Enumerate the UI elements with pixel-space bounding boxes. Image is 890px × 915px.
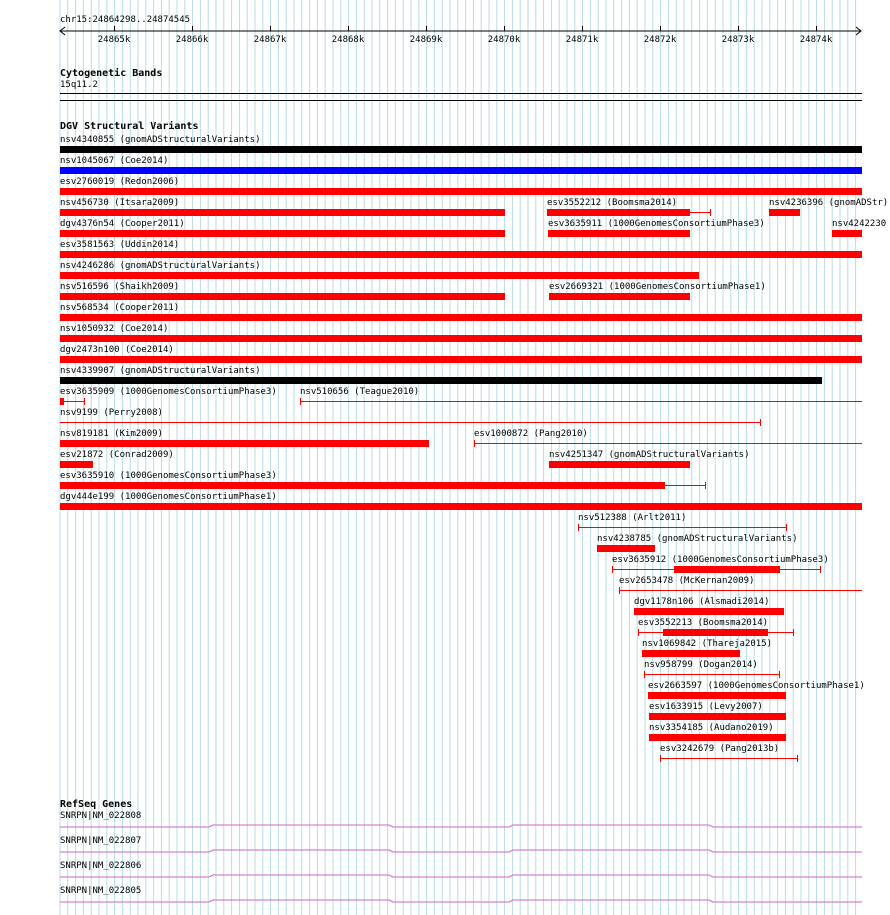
variant-label[interactable]: esv3581563 (Uddin2014) xyxy=(60,240,180,250)
variant-endcap xyxy=(300,398,301,405)
variant-bar[interactable] xyxy=(649,713,786,720)
variant-line[interactable] xyxy=(644,674,779,675)
variant-bar[interactable] xyxy=(60,503,862,510)
ruler-tick xyxy=(816,26,817,31)
variant-bar[interactable] xyxy=(547,209,690,216)
variant-endcap xyxy=(705,482,706,489)
variant-line[interactable] xyxy=(474,443,862,444)
variant-bar[interactable] xyxy=(60,230,505,237)
variant-line[interactable] xyxy=(64,401,84,402)
variant-label[interactable]: dgv1178n106 (Alsmadi2014) xyxy=(634,597,770,607)
refseq-track-title: RefSeq Genes xyxy=(60,799,133,810)
variant-label[interactable]: esv3552213 (Boomsma2014) xyxy=(638,618,769,628)
variant-endcap xyxy=(797,755,798,762)
variant-endcap xyxy=(638,629,639,636)
variant-bar[interactable] xyxy=(649,734,786,741)
variant-label[interactable]: nsv568534 (Cooper2011) xyxy=(60,303,180,313)
variant-label[interactable]: nsv958799 (Dogan2014) xyxy=(644,660,758,670)
variant-bar[interactable] xyxy=(663,629,768,636)
variant-label[interactable]: esv3635911 (1000GenomesConsortiumPhase3) xyxy=(548,219,765,229)
variant-label[interactable]: dgv2473n100 (Coe2014) xyxy=(60,345,174,355)
variant-label[interactable]: esv3552212 (Boomsma2014) xyxy=(547,198,678,208)
ruler-tick xyxy=(192,26,193,31)
variant-label[interactable]: nsv516596 (Shaikh2009) xyxy=(60,282,180,292)
variant-label[interactable]: nsv510656 (Teague2010) xyxy=(300,387,420,397)
coordinate-range: chr15:24864298..24874545 xyxy=(60,15,191,25)
variant-bar[interactable] xyxy=(60,314,862,321)
variant-label[interactable]: nsv1069842 (Thareja2015) xyxy=(642,639,773,649)
variant-bar[interactable] xyxy=(769,209,800,216)
variant-label[interactable]: esv2760019 (Redon2006) xyxy=(60,177,180,187)
variant-line[interactable] xyxy=(578,527,786,528)
variant-label[interactable]: esv1000872 (Pang2010) xyxy=(474,429,588,439)
ruler-tick xyxy=(582,26,583,31)
variant-bar[interactable] xyxy=(642,650,740,657)
ruler-tick xyxy=(738,26,739,31)
gene-model[interactable] xyxy=(59,873,863,879)
variant-label[interactable]: esv3635909 (1000GenomesConsortiumPhase3) xyxy=(60,387,277,397)
ruler-tick xyxy=(426,26,427,31)
variant-label[interactable]: esv3242679 (Pang2013b) xyxy=(660,744,780,754)
variant-bar[interactable] xyxy=(648,692,786,699)
variant-bar[interactable] xyxy=(549,461,690,468)
variant-bar[interactable] xyxy=(832,230,862,237)
ruler-tick xyxy=(114,26,115,31)
ruler-tick-label: 24873k xyxy=(721,35,755,45)
gene-label[interactable]: SNRPN|NM_022808 xyxy=(60,811,142,821)
variant-label[interactable]: nsv4238785 (gnomADStructuralVariants) xyxy=(597,534,798,544)
gene-model[interactable] xyxy=(59,898,863,904)
variant-endcap xyxy=(84,398,85,405)
variant-label[interactable]: esv2663597 (1000GenomesConsortiumPhase1) xyxy=(648,681,865,691)
variant-line[interactable] xyxy=(300,401,862,402)
variant-label[interactable]: dgv4376n54 (Cooper2011) xyxy=(60,219,185,229)
variant-endcap xyxy=(760,419,761,426)
variant-bar[interactable] xyxy=(60,146,862,153)
variant-label[interactable]: esv3635912 (1000GenomesConsortiumPhase3) xyxy=(612,555,829,565)
cytoband-track-title: Cytogenetic Bands xyxy=(60,68,163,79)
variant-endcap xyxy=(660,755,661,762)
variant-label[interactable]: nsv1045067 (Coe2014) xyxy=(60,156,169,166)
variant-label[interactable]: nsv4242230 xyxy=(832,219,887,229)
variant-bar[interactable] xyxy=(60,335,862,342)
variant-bar[interactable] xyxy=(597,545,655,552)
ruler-tick-label: 24867k xyxy=(253,35,287,45)
variant-label[interactable]: esv1633915 (Levy2007) xyxy=(649,702,763,712)
gene-model[interactable] xyxy=(59,848,863,854)
variant-label[interactable]: esv21872 (Conrad2009) xyxy=(60,450,174,460)
variant-label[interactable]: esv2669321 (1000GenomesConsortiumPhase1) xyxy=(549,282,766,292)
variant-bar[interactable] xyxy=(60,356,862,363)
variant-bar[interactable] xyxy=(60,293,505,300)
variant-label[interactable]: nsv456730 (Itsara2009) xyxy=(60,198,180,208)
variant-label[interactable]: esv2653478 (McKernan2009) xyxy=(619,576,755,586)
variant-label[interactable]: nsv512388 (Arlt2011) xyxy=(578,513,687,523)
variant-bar[interactable] xyxy=(60,209,505,216)
ruler-tick-label: 24869k xyxy=(409,35,443,45)
ruler-tick xyxy=(504,26,505,31)
variant-bar[interactable] xyxy=(60,251,862,258)
variant-bar[interactable] xyxy=(549,293,690,300)
gene-label[interactable]: SNRPN|NM_022805 xyxy=(60,886,142,896)
variant-endcap xyxy=(474,440,475,447)
variant-line[interactable] xyxy=(665,485,705,486)
variant-endcap xyxy=(612,566,613,573)
variant-bar[interactable] xyxy=(60,482,665,489)
variant-endcap xyxy=(710,209,711,216)
variant-bar[interactable] xyxy=(60,188,862,195)
variant-endcap xyxy=(786,524,787,531)
dgv-track-title: DGV Structural Variants xyxy=(60,121,199,132)
variant-bar[interactable] xyxy=(60,167,862,174)
variant-bar[interactable] xyxy=(674,566,780,573)
variant-line[interactable] xyxy=(60,422,760,423)
variant-endcap xyxy=(820,566,821,573)
variant-endcap xyxy=(578,524,579,531)
variant-label[interactable]: nsv4246286 (gnomADStructuralVariants) xyxy=(60,261,261,271)
ruler-tick-label: 24868k xyxy=(331,35,365,45)
variant-bar[interactable] xyxy=(60,461,93,468)
variant-label[interactable]: nsv819181 (Kim2009) xyxy=(60,429,163,439)
cytoband-label: 15q11.2 xyxy=(60,80,98,90)
ruler-tick-label: 24871k xyxy=(565,35,599,45)
ruler-tick-label: 24870k xyxy=(487,35,521,45)
variant-label[interactable]: nsv9199 (Perry2008) xyxy=(60,408,163,418)
track-divider xyxy=(60,100,862,101)
ruler-tick-label: 24872k xyxy=(643,35,677,45)
ruler-tick-label: 24866k xyxy=(175,35,209,45)
gene-model[interactable] xyxy=(59,823,863,829)
variant-bar[interactable] xyxy=(634,608,784,615)
ruler-tick-label: 24874k xyxy=(799,35,833,45)
variant-label[interactable]: dgv444e199 (1000GenomesConsortiumPhase1) xyxy=(60,492,277,502)
ruler-tick xyxy=(660,26,661,31)
variant-endcap xyxy=(793,629,794,636)
variant-endcap xyxy=(779,671,780,678)
variant-bar[interactable] xyxy=(60,377,822,384)
variant-label[interactable]: esv3635910 (1000GenomesConsortiumPhase3) xyxy=(60,471,277,481)
gene-label[interactable]: SNRPN|NM_022807 xyxy=(60,836,142,846)
variant-label[interactable]: nsv4340855 (gnomADStructuralVariants) xyxy=(60,135,261,145)
variant-label[interactable]: nsv1050932 (Coe2014) xyxy=(60,324,169,334)
cytoband-bar[interactable] xyxy=(60,93,862,94)
ruler-tick xyxy=(270,26,271,31)
ruler-tick-label: 24865k xyxy=(97,35,131,45)
variant-endcap xyxy=(644,671,645,678)
variant-label[interactable]: nsv4236396 (gnomADStr) xyxy=(769,198,889,208)
variant-endcap xyxy=(619,587,620,594)
variant-bar[interactable] xyxy=(60,440,429,447)
variant-line[interactable] xyxy=(619,590,862,591)
variant-bar[interactable] xyxy=(548,230,690,237)
variant-bar[interactable] xyxy=(60,398,64,405)
gene-label[interactable]: SNRPN|NM_022806 xyxy=(60,861,142,871)
variant-line[interactable] xyxy=(660,758,797,759)
variant-line[interactable] xyxy=(690,212,710,213)
variant-label[interactable]: nsv3354185 (Audano2019) xyxy=(649,723,774,733)
ruler-tick xyxy=(348,26,349,31)
variant-label[interactable]: nsv4251347 (gnomADStructuralVariants) xyxy=(549,450,750,460)
variant-label[interactable]: nsv4339907 (gnomADStructuralVariants) xyxy=(60,366,261,376)
variant-bar[interactable] xyxy=(60,272,699,279)
